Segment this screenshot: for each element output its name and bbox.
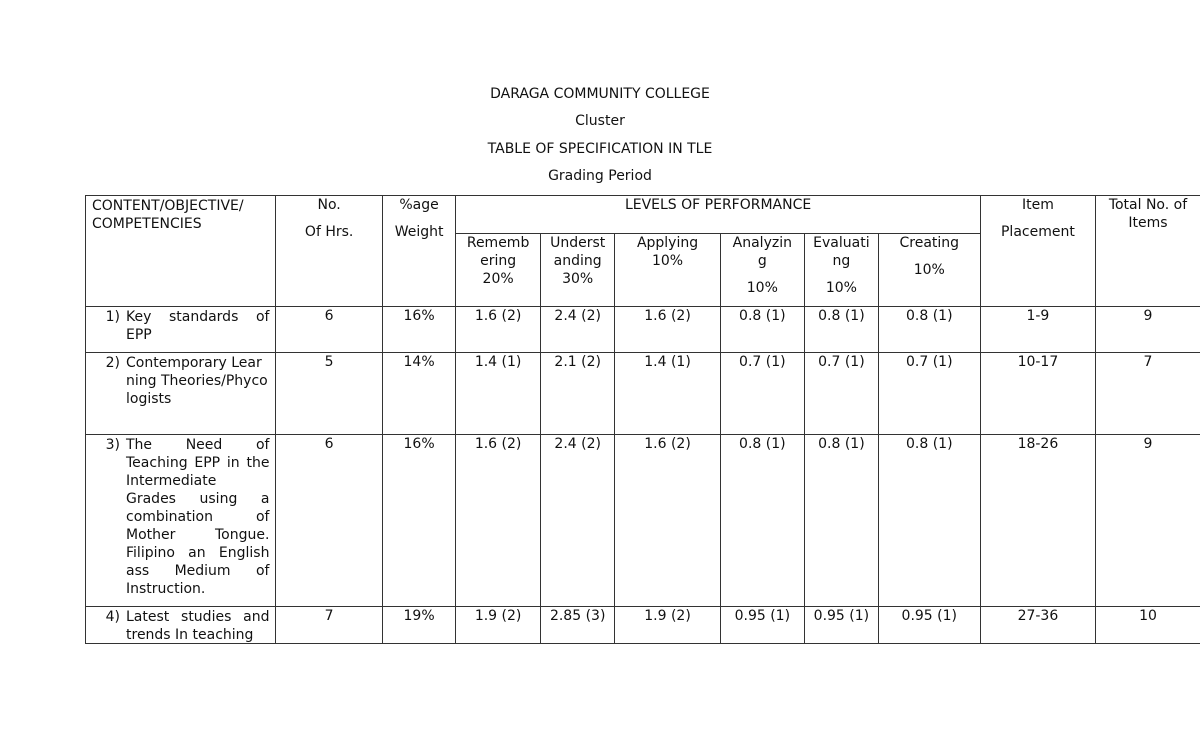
hours-cell: 5 [276, 353, 382, 435]
specification-table [85, 195, 1200, 644]
analyzing-header [720, 234, 804, 307]
cluster-label: Cluster [575, 113, 625, 129]
placement-cell: 10-17 [980, 353, 1095, 435]
content-cell [86, 435, 276, 607]
total-items-header [1095, 196, 1200, 307]
row-number: 2) [105, 355, 120, 371]
table-row [86, 307, 1200, 353]
understanding-cell: 2.4 (2) [540, 307, 615, 353]
content-cell [86, 353, 276, 435]
grading-period: Grading Period [548, 168, 652, 184]
table-row [86, 353, 1200, 435]
understanding-percent: 30% [562, 271, 594, 287]
weight-header-line1: %age [399, 197, 439, 213]
row-content: Key standards of EPP [126, 309, 270, 343]
hours-header-line2: Of Hrs. [304, 224, 354, 240]
evaluating-cell: 0.8 (1) [805, 435, 879, 607]
evaluating-label-a: Evaluati [813, 235, 870, 251]
total-cell: 9 [1095, 435, 1200, 607]
remembering-header [456, 234, 541, 307]
hours-cell: 6 [276, 307, 382, 353]
creating-cell: 0.8 (1) [878, 307, 980, 353]
row-content: Latest studies and trends In teaching [126, 609, 270, 643]
applying-cell: 1.6 (2) [615, 307, 720, 353]
content-header-line1: CONTENT/OBJECTIVE/ [92, 198, 244, 214]
college-name: DARAGA COMMUNITY COLLEGE [490, 86, 710, 102]
creating-cell: 0.7 (1) [878, 353, 980, 435]
evaluating-cell: 0.8 (1) [805, 307, 879, 353]
hours-cell: 6 [276, 435, 382, 607]
row-content: Contemporary Learning Theories/Phycologists [126, 355, 268, 407]
understanding-label-b: anding [553, 253, 602, 269]
understanding-cell: 2.85 (3) [540, 607, 615, 644]
row-content: The Need of Teaching EPP in the Intermediate Grades using a combination of Mother Tongue. Filipino an English ass Medium of Instruction. [126, 437, 270, 597]
content-cell [86, 307, 276, 353]
remembering-cell: 1.4 (1) [456, 353, 541, 435]
content-cell [86, 607, 276, 644]
item-placement-header [980, 196, 1095, 307]
total-header-line1: Total No. of [1108, 197, 1188, 213]
understanding-label-a: Underst [550, 235, 606, 251]
total-cell: 7 [1095, 353, 1200, 435]
applying-cell: 1.4 (1) [615, 353, 720, 435]
applying-cell: 1.9 (2) [615, 607, 720, 644]
analyzing-cell: 0.8 (1) [720, 307, 804, 353]
creating-header [878, 234, 980, 307]
hours-cell: 7 [276, 607, 382, 644]
weight-cell: 16% [382, 435, 456, 607]
document-title: TABLE OF SPECIFICATION IN TLE [487, 141, 713, 157]
item-header-line2: Placement [1000, 224, 1075, 240]
analyzing-label-b: g [757, 253, 767, 269]
applying-cell: 1.6 (2) [615, 435, 720, 607]
understanding-header [540, 234, 615, 307]
analyzing-label-a: Analyzin [732, 235, 792, 251]
row-number: 1) [105, 309, 120, 325]
evaluating-percent: 10% [825, 280, 857, 296]
item-header-line1: Item [1021, 197, 1054, 213]
weight-cell: 16% [382, 307, 456, 353]
weight-column-header [382, 196, 456, 307]
applying-label: Applying [636, 235, 699, 251]
content-column-header [86, 196, 276, 307]
weight-cell: 14% [382, 353, 456, 435]
remembering-cell: 1.6 (2) [456, 307, 541, 353]
remembering-label-b: ering [480, 253, 517, 269]
placement-cell: 1-9 [980, 307, 1095, 353]
creating-cell: 0.95 (1) [878, 607, 980, 644]
understanding-cell: 2.1 (2) [540, 353, 615, 435]
applying-header [615, 234, 720, 307]
row-number: 4) [105, 609, 120, 625]
levels-of-performance-header [456, 196, 981, 234]
analyzing-cell: 0.7 (1) [720, 353, 804, 435]
applying-percent: 10% [651, 253, 684, 269]
analyzing-percent: 10% [746, 280, 778, 296]
content-header-line2: COMPETENCIES [92, 216, 202, 232]
remembering-cell: 1.6 (2) [456, 435, 541, 607]
hours-column-header [276, 196, 382, 307]
creating-percent: 10% [913, 262, 945, 278]
evaluating-cell: 0.7 (1) [805, 353, 879, 435]
evaluating-header [805, 234, 879, 307]
creating-label: Creating [899, 235, 960, 251]
remembering-label-a: Rememb [466, 235, 530, 251]
evaluating-label-b: ng [832, 253, 851, 269]
table-row [86, 435, 1200, 607]
row-number: 3) [105, 437, 120, 453]
evaluating-cell: 0.95 (1) [805, 607, 879, 644]
placement-cell: 18-26 [980, 435, 1095, 607]
hours-header-line1: No. [317, 197, 341, 213]
total-cell: 9 [1095, 307, 1200, 353]
remembering-percent: 20% [482, 271, 514, 287]
placement-cell: 27-36 [980, 607, 1095, 644]
understanding-cell: 2.4 (2) [540, 435, 615, 607]
creating-cell: 0.8 (1) [878, 435, 980, 607]
header-row-1 [86, 196, 1200, 234]
remembering-cell: 1.9 (2) [456, 607, 541, 644]
weight-header-line2: Weight [394, 224, 444, 240]
total-header-line2: Items [1128, 215, 1168, 231]
analyzing-cell: 0.95 (1) [720, 607, 804, 644]
levels-header-text: LEVELS OF PERFORMANCE [624, 197, 812, 213]
weight-cell: 19% [382, 607, 456, 644]
total-cell: 10 [1095, 607, 1200, 644]
table-row [86, 607, 1200, 644]
analyzing-cell: 0.8 (1) [720, 435, 804, 607]
